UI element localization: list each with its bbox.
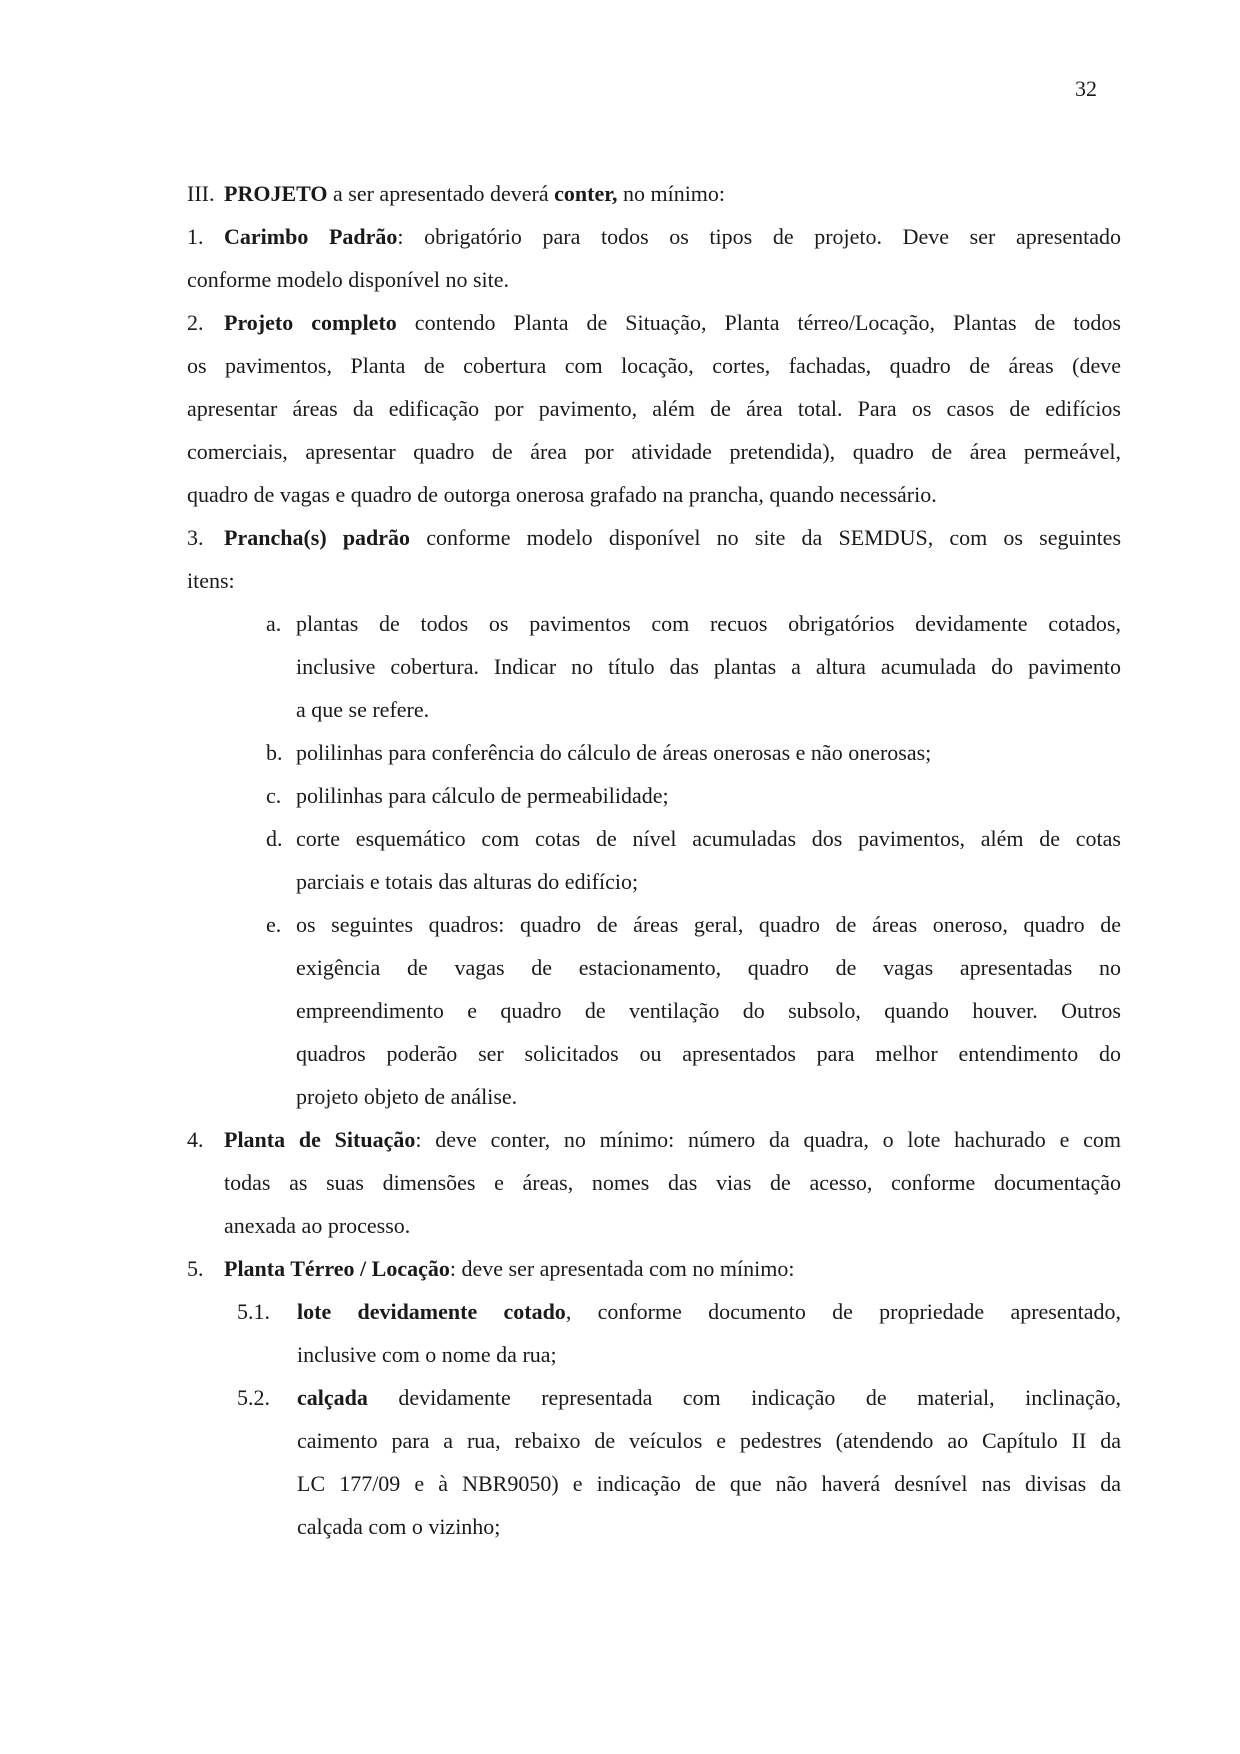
subitem-label: e. (266, 912, 282, 937)
subitem-label: 5.2. (237, 1385, 270, 1410)
item-text: os pavimentos, Planta de cobertura com locação, cortes, fachadas, quadro de áreas (deve (187, 353, 1121, 378)
subitem-label: a. (266, 611, 282, 636)
subitem-5-2 (187, 1376, 1121, 1548)
subitem-text: , conforme documento de propriedade apresentado, (565, 1299, 1122, 1324)
item-text: : obrigatório para todos os tipos de projeto. Deve ser apresentado (397, 224, 1122, 249)
subitem-text: LC 177/09 e à NBR9050) e indicação de que não haverá desnível nas divisas da (297, 1471, 1121, 1496)
subitem-text: empreendimento e quadro de ventilação do subsolo, quando houver. Outros (296, 998, 1121, 1023)
document-body (187, 172, 1121, 1548)
item-bold-title: Carimbo Padrão (224, 224, 398, 249)
item-line (187, 516, 1121, 559)
item-text: contendo Planta de Situação, Planta térreo/Locação, Plantas de todos (396, 310, 1121, 335)
subitem-line (187, 731, 1121, 774)
item-bold-title: Planta de Situação (224, 1127, 416, 1152)
subitem-b (187, 731, 1121, 774)
list-item-5 (187, 1247, 1121, 1548)
item-text: : deve ser apresentada com no mínimo: (449, 1256, 795, 1281)
item-text: todas as suas dimensões e áreas, nomes das vias de acesso, conforme documentação (224, 1170, 1121, 1195)
subitem-text: plantas de todos os pavimentos com recuos obrigatórios devidamente cotados, (296, 611, 1121, 636)
item-bold-title: Prancha(s) padrão (224, 525, 411, 550)
section-text: a ser apresentado deverá (327, 181, 555, 206)
list-item-1 (187, 215, 1121, 301)
subitem-line (187, 1376, 1121, 1419)
item-bold-title: Planta Térreo / Locação (224, 1256, 450, 1281)
item-text: conforme modelo disponível no site da SEMDUS, com os seguintes (410, 525, 1122, 550)
subitem-c (187, 774, 1121, 817)
subitem-line (187, 602, 1121, 645)
subitem-text: corte esquemático com cotas de nível acumuladas dos pavimentos, além de cotas (296, 826, 1121, 851)
item-line (187, 301, 1121, 344)
subitem-text: polilinhas para cálculo de permeabilidade; (296, 783, 669, 808)
subitem-text: quadros poderão ser solicitados ou apresentados para melhor entendimento do (296, 1041, 1121, 1066)
subitem-label: c. (266, 783, 282, 808)
item-text: conforme modelo disponível no site. (187, 267, 509, 292)
item-text: comerciais, apresentar quadro de área por atividade pretendida), quadro de área permeável, (187, 439, 1121, 464)
subitem-text: os seguintes quadros: quadro de áreas geral, quadro de áreas oneroso, quadro de (296, 912, 1121, 937)
section-roman: III. (187, 181, 215, 206)
item-line (187, 215, 1121, 258)
subitem-text: exigência de vagas de estacionamento, quadro de vagas apresentadas no (296, 955, 1121, 980)
item-number: 2. (187, 310, 204, 335)
list-item-3 (187, 516, 1121, 1118)
item-text: itens: (187, 568, 235, 593)
item-text: : deve conter, no mínimo: número da quadra, o lote hachurado e com (415, 1127, 1121, 1152)
item-text: quadro de vagas e quadro de outorga onerosa grafado na prancha, quando necessário. (187, 482, 937, 507)
subitem-label: b. (266, 740, 283, 765)
section-bold-title: PROJETO (224, 181, 328, 206)
page-number: 32 (1075, 76, 1097, 101)
subitem-text: parciais e totais das alturas do edifício; (296, 869, 639, 894)
subitem-text: calçada com o vizinho; (297, 1514, 501, 1539)
list-item-4 (187, 1118, 1121, 1247)
item-number: 3. (187, 525, 204, 550)
subitem-text: devidamente representada com indicação de material, inclinação, (367, 1385, 1121, 1410)
list-item-2 (187, 301, 1121, 516)
item-number: 5. (187, 1256, 204, 1281)
subitem-text: caimento para a rua, rebaixo de veículos e pedestres (atendendo ao Capítulo II da (297, 1428, 1121, 1453)
subitem-text: a que se refere. (296, 697, 430, 722)
subitem-label: 5.1. (237, 1299, 270, 1324)
item-line (187, 1118, 1121, 1161)
item-text: apresentar áreas da edificação por pavimento, além de área total. Para os casos de edifícios (187, 396, 1121, 421)
subitem-text: projeto objeto de análise. (296, 1084, 518, 1109)
subitem-bold-title: lote devidamente cotado (297, 1299, 566, 1324)
subitem-label: d. (266, 826, 283, 851)
subitem-e (187, 903, 1121, 1118)
item-text: anexada ao processo. (224, 1213, 411, 1238)
subitem-d (187, 817, 1121, 903)
subitem-line (187, 774, 1121, 817)
subitem-a (187, 602, 1121, 731)
subitem-text: inclusive cobertura. Indicar no título das plantas a altura acumulada do pavimento (296, 654, 1121, 679)
item-number: 1. (187, 224, 204, 249)
item-number: 4. (187, 1127, 204, 1152)
section-bold-word: conter, (554, 181, 618, 206)
item-line (187, 1247, 1121, 1290)
subitem-bold-title: calçada (297, 1385, 368, 1410)
section-text-end: no mínimo: (617, 181, 726, 206)
subitem-text: polilinhas para conferência do cálculo de áreas onerosas e não onerosas; (296, 740, 932, 765)
section-heading (187, 172, 1121, 215)
subitem-line (187, 1290, 1121, 1333)
subitem-line (187, 817, 1121, 860)
subitem-5-1 (187, 1290, 1121, 1376)
subitem-line (187, 903, 1121, 946)
item-bold-title: Projeto completo (224, 310, 397, 335)
subitem-text: inclusive com o nome da rua; (297, 1342, 557, 1367)
